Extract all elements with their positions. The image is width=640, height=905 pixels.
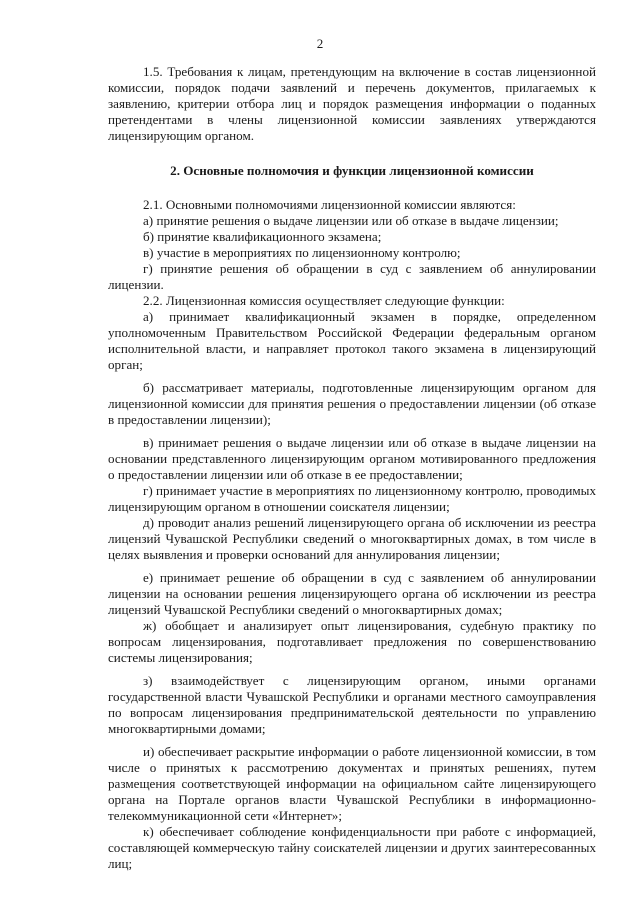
power-item-v: в) участие в мероприятиях по лицензионному контролю; — [143, 245, 461, 260]
function-item-k: к) обеспечивает соблюдение конфиденциальности при работе с информацией, составляющей коммерческую тайну соискателей лицензии и других заинтересованных лиц; — [108, 824, 596, 871]
power-item-a: а) принятие решения о выдаче лицензии или об отказе в выдаче лицензии; — [143, 213, 559, 228]
paragraph-2-1: 2.1. Основными полномочиями лицензионной комиссии являются: — [143, 197, 516, 212]
function-item-b: б) рассматривает материалы, подготовленные лицензирующим органом для лицензионной комиссии для принятия решения о предоставлении лицензии (об отказе в предоставлении лицензии); — [108, 380, 596, 427]
function-item-e: е) принимает решение об обращении в суд с заявлением об аннулировании лицензии на основании решения лицензирующего органа об исключении из реестра лицензий Чувашской Республики сведений о многоквартирных домах; — [108, 570, 596, 617]
function-item-v: в) принимает решения о выдаче лицензии или об отказе в выдаче лицензии на основании представленного лицензирующим органом мотивированного предложения о предоставлении лицензии или об отказе в ее предоставлении; — [108, 435, 596, 482]
function-item-a: а) принимает квалификационный экзамен в порядке, определенном уполномоченным Правительством Российской Федерации федеральным органом исполнительной власти, и направляет протокол такого экзамена в лицензирующий орган; — [108, 309, 596, 372]
paragraph-1-5: 1.5. Требования к лицам, претендующим на включение в состав лицензионной комиссии, порядок подачи заявлений и перечень документов, прилагаемых к заявлению, критерии отбора лиц и порядок размещения информации о поданных претендентами в члены лицензионной комиссии заявлениях утверждаются лицензирующим органом. — [108, 64, 596, 143]
paragraph-2-2: 2.2. Лицензионная комиссия осуществляет следующие функции: — [143, 293, 505, 308]
power-item-g: г) принятие решения об обращении в суд с заявлением об аннулировании лицензии. — [108, 261, 596, 292]
function-item-zh: ж) обобщает и анализирует опыт лицензирования, судебную практику по вопросам лицензирования, подготавливает предложения по совершенствованию системы лицензирования; — [108, 618, 596, 665]
function-item-d: д) проводит анализ решений лицензирующего органа об исключении из реестра лицензий Чувашской Республики сведений о многоквартирных домах, в том числе в целях выявления и проверки оснований для аннулирования лицензии; — [108, 515, 596, 562]
page-number: 2 — [316, 36, 324, 51]
function-item-i: и) обеспечивает раскрытие информации о работе лицензионной комиссии, в том числе о принятых к рассмотрению документах и принятых решениях, путем размещения соответствующей информации на официальном сайте лицензирующего органа на Портале органов власти Чувашской Республики в информационно-телекоммуникационной сети «Интернет»; — [108, 744, 596, 823]
power-item-b: б) принятие квалификационного экзамена; — [143, 229, 382, 244]
section-2-heading: 2. Основные полномочия и функции лицензионной комиссии — [170, 163, 534, 178]
function-item-g: г) принимает участие в мероприятиях по лицензионному контролю, проводимых лицензирующим органом в отношении соискателя лицензии; — [108, 483, 596, 514]
function-item-z: з) взаимодействует с лицензирующим органом, иными органами государственной власти Чувашской Республики и органами местного самоуправления по вопросам лицензирования предпринимательской деятельности по управлению многоквартирными домами; — [108, 673, 596, 736]
document-body — [108, 64, 596, 872]
